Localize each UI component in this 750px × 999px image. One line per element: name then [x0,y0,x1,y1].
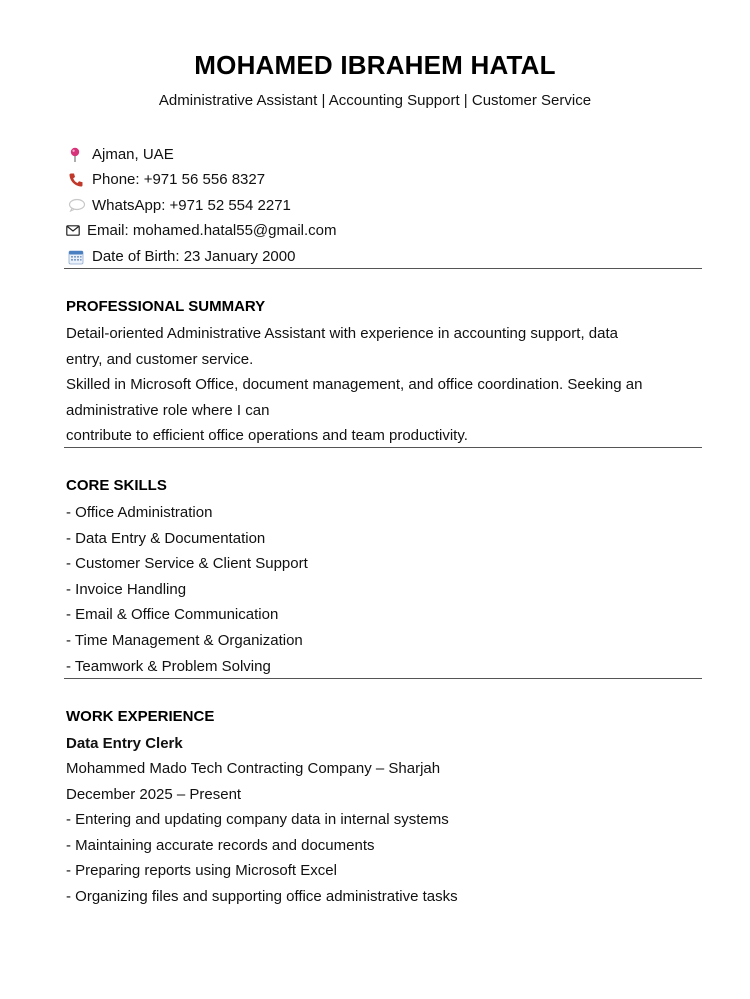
experience-section [66,706,706,910]
candidate-name: MOHAMED IBRAHEM HATAL [194,50,556,80]
divider [64,268,702,269]
divider [64,447,702,448]
location-text: Ajman, UAE [92,145,174,163]
skills-section [66,475,706,679]
job-bullet: - Entering and updating company data in internal systems [66,811,449,829]
contact-block [66,142,706,270]
experience-title: WORK EXPERIENCE [66,708,215,725]
phone-icon [66,171,86,189]
summary-section [66,296,706,449]
summary-line: contribute to efficient office operations and team productivity. [66,427,468,444]
calendar-icon [66,248,86,266]
summary-title: PROFESSIONAL SUMMARY [66,298,266,315]
skill-item: - Office Administration [66,504,213,521]
contact-dob [66,244,706,270]
divider [64,678,702,679]
email-link[interactable]: Email: mohamed.hatal55@gmail.com [87,222,337,240]
dob-text: Date of Birth: 23 January 2000 [92,247,296,265]
skill-item: - Time Management & Organization [66,631,303,649]
chat-bubble-icon [66,197,86,215]
phone-text: Phone: +971 56 556 8327 [92,171,266,189]
contact-phone [66,168,706,194]
job-dates: December 2025 – Present [66,785,242,803]
skill-item: - Email & Office Communication [66,606,279,624]
summary-line: entry, and customer service. [66,350,254,368]
job-bullet: - Maintaining accurate records and documents [66,836,375,854]
whatsapp-text: WhatsApp: +971 52 554 2271 [92,196,291,214]
summary-line: administrative role where I can [66,401,270,419]
skill-item: - Invoice Handling [66,580,187,598]
summary-line: Detail-oriented Administrative Assistant with experience in accounting support, data [66,325,618,342]
job-bullet: - Organizing files and supporting office administrative tasks [66,887,458,905]
skill-item: - Teamwork & Problem Solving [66,657,271,675]
job-title: Data Entry Clerk [66,735,183,752]
job-bullet: - Preparing reports using Microsoft Excel [66,862,337,880]
contact-email [66,219,706,245]
summary-line: Skilled in Microsoft Office, document management, and office coordination. Seeking an [66,376,643,393]
contact-whatsapp [66,193,706,219]
contact-location [66,142,706,168]
pin-icon [66,146,86,164]
skill-item: - Data Entry & Documentation [66,529,266,547]
skill-item: - Customer Service & Client Support [66,555,308,573]
skills-title: CORE SKILLS [66,477,167,494]
candidate-tagline: Administrative Assistant | Accounting Support | Customer Service [158,92,592,109]
company-name: Mohammed Mado Tech Contracting Company – Sharjah [66,760,441,777]
envelope-icon [66,222,82,240]
